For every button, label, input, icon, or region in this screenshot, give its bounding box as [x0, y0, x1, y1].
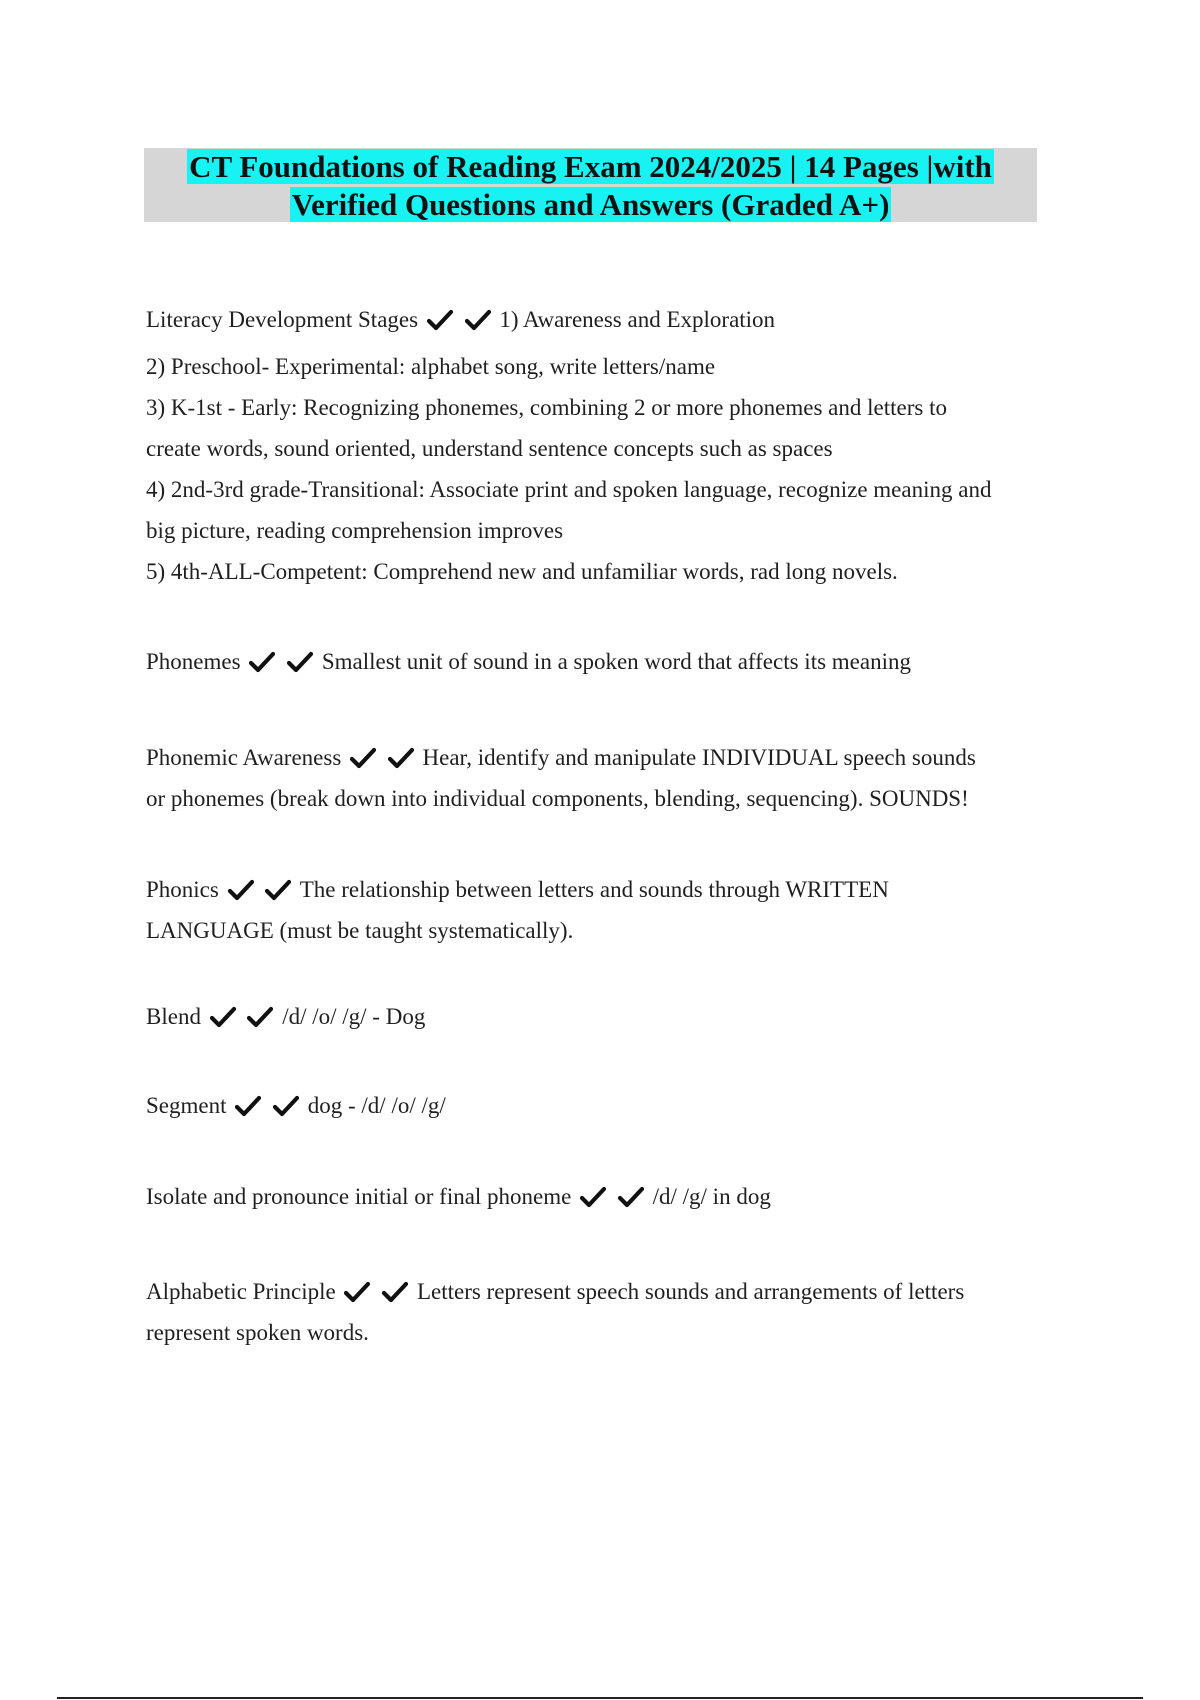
- answer-line: or phonemes (break down into individual components, blending, sequencing). SOUNDS!: [146, 786, 969, 811]
- entry-answer: /d/ /g/ in dog: [652, 1184, 771, 1209]
- entry-term: Alphabetic Principle: [146, 1279, 336, 1304]
- footer-rule: [57, 1697, 1143, 1699]
- qa-entry: [146, 996, 1046, 1037]
- checkmark-icon: [235, 1095, 261, 1117]
- entry-answer: The relationship between letters and sounds through WRITTEN: [299, 877, 889, 902]
- qa-entry: [146, 641, 1046, 682]
- document-title: [144, 148, 1037, 224]
- checkmark-icon: [249, 651, 275, 673]
- qa-entry: [146, 1271, 1046, 1353]
- qa-entry: [146, 1085, 1046, 1126]
- checkmark-icon: [344, 1281, 370, 1303]
- qa-entry: [146, 737, 1046, 819]
- entry-term: Phonics: [146, 877, 219, 902]
- entry-term: Phonemic Awareness: [146, 745, 342, 770]
- answer-line: big picture, reading comprehension improves: [146, 518, 564, 543]
- checkmark-icon: [287, 651, 313, 673]
- checkmark-icon: [265, 879, 291, 901]
- answer-line: 4) 2nd-3rd grade-Transitional: Associate print and spoken language, recognize meaning and: [146, 477, 992, 502]
- checkmark-icon: [580, 1186, 606, 1208]
- qa-entry: [146, 1176, 1046, 1217]
- title-line-1: CT Foundations of Reading Exam 2024/2025 | 14 Pages |with: [189, 149, 992, 184]
- answer-line: LANGUAGE (must be taught systematically).: [146, 918, 574, 943]
- checkmark-icon: [382, 1281, 408, 1303]
- checkmark-icon: [427, 309, 453, 331]
- checkmark-icon: [618, 1186, 644, 1208]
- entry-term: Segment: [146, 1093, 227, 1118]
- checkmark-icon: [210, 1006, 236, 1028]
- qa-entry: [146, 869, 1046, 951]
- entry-term: Phonemes: [146, 649, 241, 674]
- qa-entry: [146, 300, 1046, 592]
- checkmark-icon: [273, 1095, 299, 1117]
- answer-line: create words, sound oriented, understand sentence concepts such as spaces: [146, 436, 833, 461]
- entry-answer: Letters represent speech sounds and arrangements of letters: [416, 1279, 965, 1304]
- answer-line: represent spoken words.: [146, 1320, 369, 1345]
- document-title-box: [144, 148, 1037, 222]
- answer-line: 5) 4th-ALL-Competent: Comprehend new and unfamiliar words, rad long novels.: [146, 559, 898, 584]
- entry-answer: Hear, identify and manipulate INDIVIDUAL speech sounds: [422, 745, 976, 770]
- answer-line: 3) K-1st - Early: Recognizing phonemes, combining 2 or more phonemes and letters to: [146, 395, 947, 420]
- entry-answer: /d/ /o/ /g/ - Dog: [282, 1004, 426, 1029]
- entry-answer: Smallest unit of sound in a spoken word that affects its meaning: [321, 649, 911, 674]
- checkmark-icon: [465, 309, 491, 331]
- checkmark-icon: [228, 879, 254, 901]
- entry-term: Blend: [146, 1004, 201, 1029]
- entry-answer: dog - /d/ /o/ /g/: [307, 1093, 446, 1118]
- checkmark-icon: [350, 747, 376, 769]
- entry-term: Literacy Development Stages: [146, 307, 419, 332]
- checkmark-icon: [388, 747, 414, 769]
- entry-answer: 1) Awareness and Exploration: [499, 307, 776, 332]
- checkmark-icon: [247, 1006, 273, 1028]
- title-line-2: Verified Questions and Answers (Graded A+): [291, 187, 890, 222]
- answer-line: 2) Preschool- Experimental: alphabet song, write letters/name: [146, 354, 716, 379]
- entry-term: Isolate and pronounce initial or final phoneme: [146, 1184, 572, 1209]
